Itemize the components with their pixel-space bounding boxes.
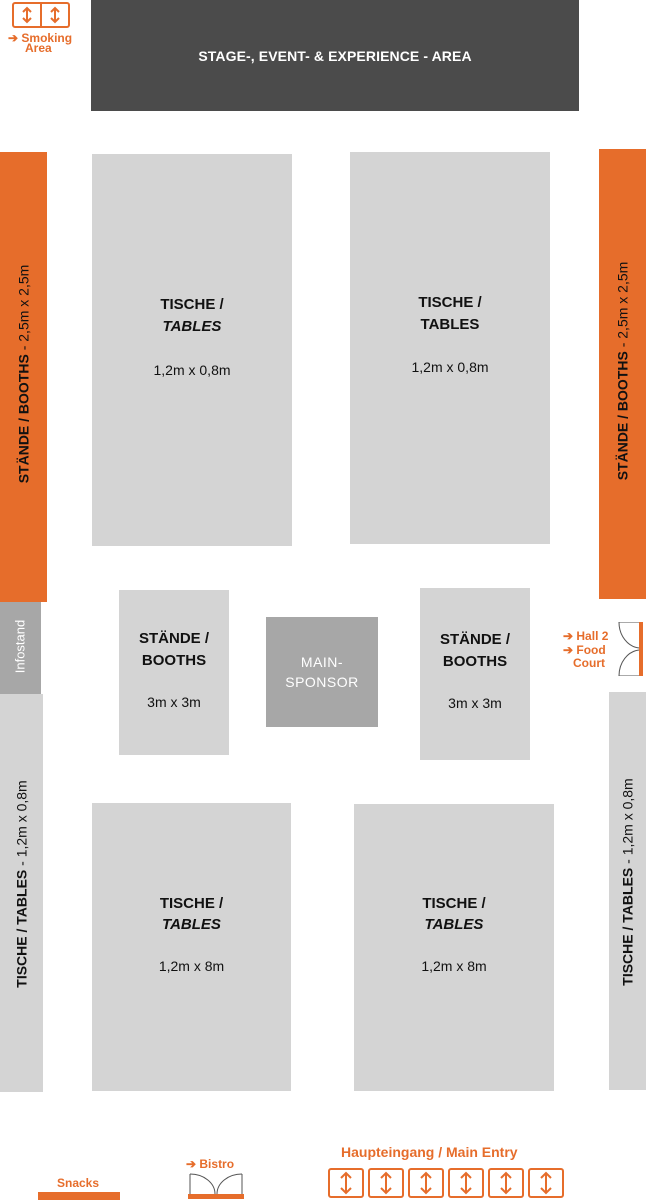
tables-title-line2: TABLES [162,318,222,335]
stage-area[interactable] [91,0,579,111]
smoking-area-label-line2: Area [25,41,52,55]
tables-title-line2: TABLES [424,916,484,933]
bistro-label: ➔ Bistro [186,1157,235,1171]
smoking-area-door-icon [12,2,70,28]
tables-strip-left[interactable] [0,694,43,1092]
tables-area-bottom-left[interactable] [92,803,291,1091]
up-down-arrow-icon [418,1170,434,1196]
infostand-label: Infostand [12,619,28,674]
infostand[interactable] [0,602,41,694]
tables-size: 1,2m x 8m [421,958,487,974]
tables-title-line1: TISCHE / [418,294,482,311]
up-down-arrow-icon [538,1170,554,1196]
food-court-label: ➔ Food [563,643,606,657]
booths-size: 3m x 3m [147,694,201,710]
booths-size: 3m x 3m [448,695,502,711]
main-sponsor-area[interactable] [266,617,378,727]
main-entry-door[interactable] [408,1168,444,1198]
hall2-label: ➔ Hall 2 [563,629,609,643]
main-entry-door[interactable] [448,1168,484,1198]
tables-size: 1,2m x 0,8m [153,362,231,378]
tables-strip-right[interactable] [609,692,646,1090]
tables-size: 1,2m x 8m [158,958,225,974]
booths-title-line2: BOOTHS [141,652,207,669]
tables-title-line2: TABLES [420,316,480,333]
main-sponsor-line2: SPONSOR [285,674,359,690]
left-booths-label: STÄNDE / BOOTHS - 2,5m x 2,5m [15,264,32,484]
up-down-arrow-icon [378,1170,394,1196]
main-entry-label: Haupteingang / Main Entry [341,1144,518,1160]
tables-area-top-right[interactable] [350,152,550,544]
smoking-area-label-line1: ➔ Smoking [8,31,73,45]
tables-title-line1: TISCHE / [422,895,486,912]
court-label: Court [573,656,605,670]
tables-area-top-left[interactable] [92,154,292,546]
tables-strip-left-label: TISCHE / TABLES - 1,2m x 0,8m [13,780,30,988]
left-booths-strip[interactable] [0,152,47,602]
tables-area-bottom-right[interactable] [354,804,554,1091]
snacks-label: Snacks [57,1176,100,1190]
main-entry-door[interactable] [368,1168,404,1198]
main-entry-door[interactable] [528,1168,564,1198]
tables-title-line2: TABLES [162,916,221,933]
snacks-counter[interactable] [38,1192,120,1200]
tables-title-line1: TISCHE / [160,296,224,313]
tables-strip-right-label: TISCHE / TABLES - 1,2m x 0,8m [619,778,636,986]
up-down-arrow-icon [338,1170,354,1196]
right-booths-strip[interactable] [599,149,646,599]
bistro-door-icon [188,1172,244,1200]
tables-size: 1,2m x 0,8m [411,359,489,375]
booths-title-line1: STÄNDE / [439,631,510,648]
stage-area-label: STAGE-, EVENT- & EXPERIENCE - AREA [198,47,472,64]
up-down-arrow-icon [498,1170,514,1196]
main-entry-door[interactable] [328,1168,364,1198]
up-down-arrow-icon [458,1170,474,1196]
tables-title-line1: TISCHE / [159,895,224,912]
hall2-door-icon [617,622,645,676]
booths-area-left-center[interactable] [119,590,229,755]
right-booths-label: STÄNDE / BOOTHS - 2,5m x 2,5m [614,261,631,481]
booths-title-line2: BOOTHS [442,653,508,670]
main-entry-door[interactable] [488,1168,524,1198]
main-entry-doors [326,1164,566,1200]
booths-area-right-center[interactable] [420,588,530,760]
main-sponsor-line1: MAIN- [300,654,344,670]
booths-title-line1: STÄNDE / [138,630,209,647]
